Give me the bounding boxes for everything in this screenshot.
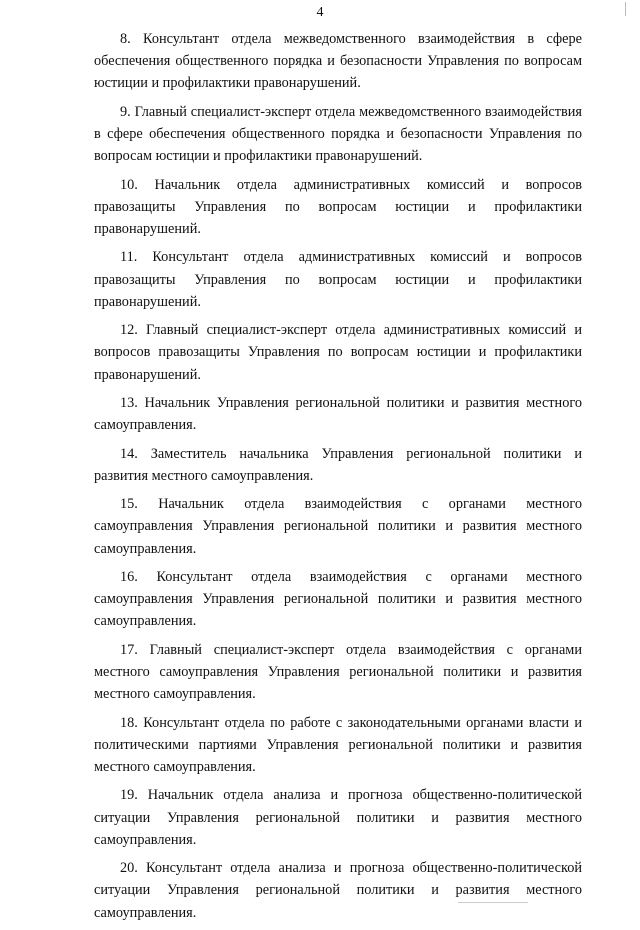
list-item: 19. Начальник отдела анализа и прогноза общественно-политической ситуации Управления региональной политики и развития местного самоуправления. (94, 787, 582, 848)
list-item: 13. Начальник Управления региональной политики и развития местного самоуправления. (94, 394, 582, 434)
list-item: 17. Главный специалист-эксперт отдела взаимодействия с органами местного самоуправления Управления региональной политики и развития местного самоуправления. (94, 641, 582, 703)
list-item: 18. Консультант отдела по работе с законодательными органами власти и политическими партиями Управления региональной политики и развития местного самоуправления. (94, 714, 582, 775)
list-item: 20. Консультант отдела анализа и прогноза общественно-политической ситуации Управления региональной политики и развития местного самоуправления. (94, 860, 582, 921)
list-item: 12. Главный специалист-эксперт отдела административных комиссий и вопросов правозащиты Управления по вопросам юстиции и профилактики правонарушений. (94, 322, 582, 383)
list-item: 15. Начальник отдела взаимодействия с органами местного самоуправления Управления региональной политики и развития местного самоуправления. (94, 496, 582, 557)
list-item: 8. Консультант отдела межведомственного взаимодействия в сфере обеспечения общественного порядка и безопасности Управления по вопросам юстиции и профилактики правонарушений. (94, 31, 582, 92)
list-item: 11. Консультант отдела административных комиссий и вопросов правозащиты Управления по вопросам юстиции и профилактики правонарушений. (94, 249, 582, 310)
list-item: 10. Начальник отдела административных комиссий и вопросов правозащиты Управления по вопросам юстиции и профилактики правонарушений. (94, 176, 582, 237)
list-item: 9. Главный специалист-эксперт отдела межведомственного взаимодействия в сфере обеспечения общественного порядка и безопасности Управления по вопросам юстиции и профилактики правонарушений. (94, 103, 582, 165)
scan-mark-bottom (458, 902, 528, 903)
page-number: 4 (316, 5, 324, 20)
list-item: 16. Консультант отдела взаимодействия с органами местного самоуправления Управления региональной политики и развития местного самоуправления. (94, 568, 582, 630)
document-body (94, 28, 582, 930)
list-item: 14. Заместитель начальника Управления региональной политики и развития местного самоуправления. (94, 445, 582, 484)
